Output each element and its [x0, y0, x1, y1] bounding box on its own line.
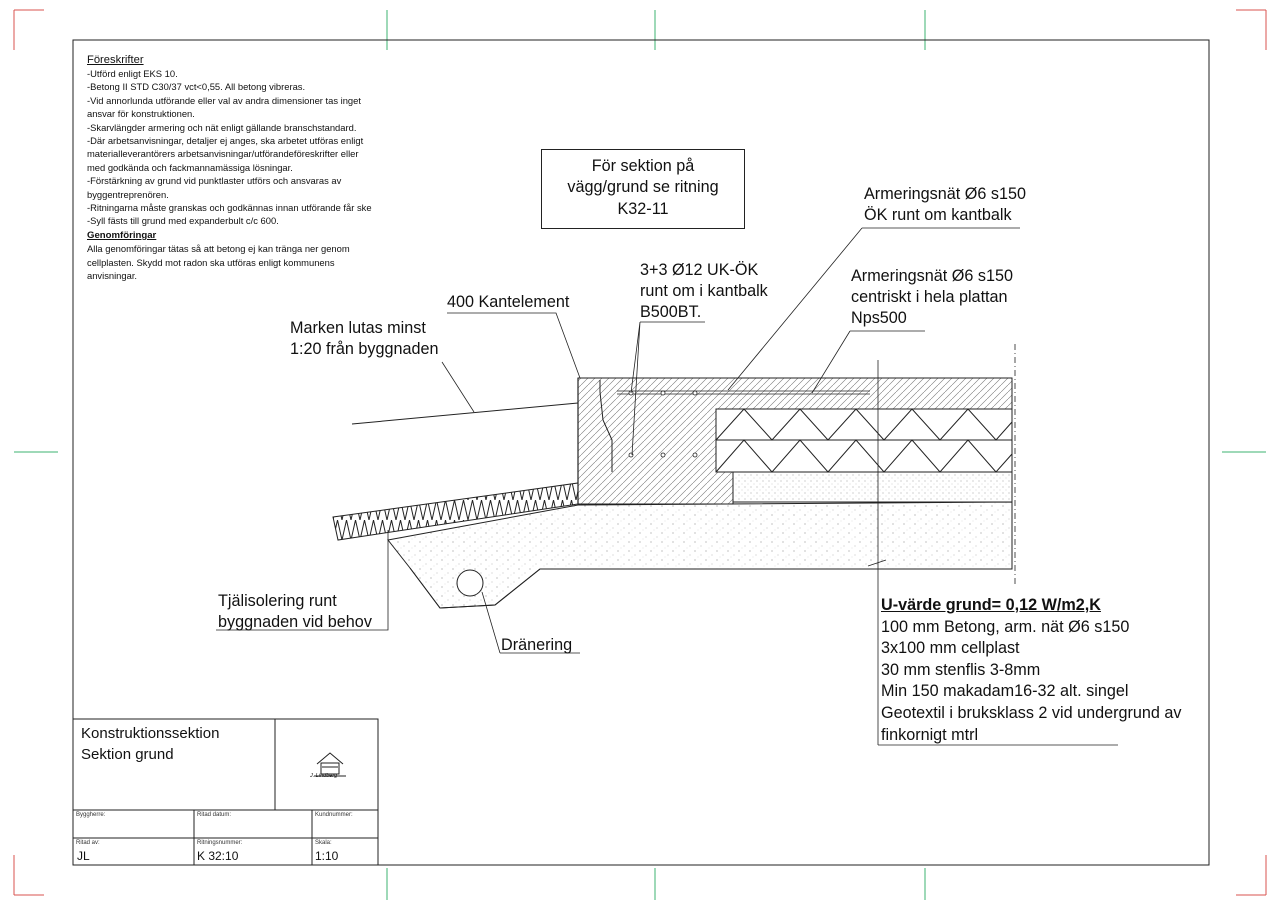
u-value-line: 30 mm stenflis 3-8mm	[881, 660, 1041, 679]
reference-box	[541, 149, 745, 229]
label-armering-center	[851, 266, 1013, 329]
label-line: centriskt i hela plattan	[851, 288, 1008, 306]
label-armering-top	[864, 184, 1026, 226]
note-line: -Betong II STD C30/37 vct<0,55. All betong vibreras.	[87, 81, 306, 93]
note-line: byggentreprenören.	[87, 188, 169, 200]
note-line: -Syll fästs till grund med expanderbult c/c 600.	[87, 215, 279, 227]
note-line: -Skarvlängder armering och nät enligt gällande branschstandard.	[87, 121, 357, 133]
notes-heading: Föreskrifter	[87, 54, 144, 66]
logo-text: J. Lindberg	[310, 773, 338, 779]
label-line: runt om i kantbalk	[640, 282, 768, 300]
note-line: ansvar för konstruktionen.	[87, 108, 195, 120]
field-value-skala: 1:10	[315, 849, 339, 863]
note-line: -Utförd enligt EKS 10.	[87, 68, 178, 79]
note-line: -Där arbetsanvisningar, detaljer ej anges, ska arbetet utföras enligt	[87, 135, 364, 147]
reference-line: För sektion på	[591, 157, 695, 175]
label-rebar	[640, 260, 768, 323]
field-label-ritad-av: Ritad av:	[76, 840, 100, 846]
stone-chip-layer	[733, 472, 1012, 502]
note-line: -Förstärkning av grund vid punktlaster utförs och ansvaras av	[87, 175, 342, 187]
specification-notes	[87, 53, 427, 283]
label-line: Tjälisolering runt	[218, 592, 337, 610]
label-line: Marken lutas minst	[290, 319, 426, 337]
field-label-byggherre: Byggherre:	[76, 812, 106, 818]
u-value-heading: U-värde grund= 0,12 W/m2,K	[881, 596, 1101, 614]
drainage-pipe	[457, 570, 483, 596]
note-line: cellplasten. Skydd mot radon ska utföras enligt kommunens	[87, 256, 335, 268]
field-label-kundnummer: Kundnummer:	[315, 812, 353, 818]
reference-line: vägg/grund se ritning	[567, 178, 719, 197]
u-value-line: 100 mm Betong, arm. nät Ø6 s150	[881, 617, 1130, 636]
note-line: -Ritningarna måste granskas och godkännas innan utförande får ske	[87, 202, 372, 214]
label-line: 3+3 Ø12 UK-ÖK	[640, 261, 759, 279]
u-value-line: Min 150 makadam16-32 alt. singel	[881, 682, 1129, 701]
label-line: Nps500	[851, 309, 907, 327]
note-line: materialleverantörers arbetsanvisningar/utförandeföreskrifter eller	[87, 148, 359, 160]
cellplast-layers	[716, 409, 1012, 472]
note-line: med godkända och fackmannamässiga lösningar.	[87, 161, 293, 173]
label-line: ÖK runt om kantbalk	[864, 206, 1012, 224]
title-block-title	[81, 723, 219, 765]
label-kantelement: 400 Kantelement	[447, 293, 570, 311]
title-line-2: Sektion grund	[81, 746, 174, 763]
label-dranering: Dränering	[501, 636, 573, 654]
label-line: B500BT.	[640, 303, 702, 321]
u-value-line: 3x100 mm cellplast	[881, 639, 1020, 658]
label-line: Armeringsnät Ø6 s150	[864, 185, 1026, 203]
note-line: Alla genomföringar tätas så att betong ej kan tränga ner genom	[87, 243, 350, 255]
u-value-line: Geotextil i bruksklass 2 vid undergrund av	[881, 703, 1182, 722]
field-value-ritningsnummer: K 32:10	[197, 849, 239, 863]
field-label-ritningsnummer: Ritningsnummer:	[197, 840, 243, 846]
label-marken	[290, 318, 439, 360]
u-value-block	[881, 595, 1182, 746]
title-line-1: Konstruktionssektion	[81, 725, 220, 742]
label-line: byggnaden vid behov	[218, 613, 372, 631]
label-line: Armeringsnät Ø6 s150	[851, 267, 1013, 285]
reference-line: K32-11	[617, 199, 669, 218]
label-line: 1:20 från byggnaden	[290, 340, 439, 358]
notes-heading-2: Genomföringar	[87, 229, 157, 241]
field-label-skala: Skala:	[315, 840, 332, 846]
u-value-line: finkornigt mtrl	[881, 725, 979, 744]
note-line: anvisningar.	[87, 270, 138, 282]
field-label-ritad-datum: Ritad datum:	[197, 812, 232, 818]
label-tjalisolering	[218, 591, 372, 633]
note-line: -Vid annorlunda utförande eller val av andra dimensioner tas inget	[87, 94, 361, 106]
field-value-ritad-av: JL	[77, 849, 90, 863]
ground-slope-line	[352, 403, 578, 424]
